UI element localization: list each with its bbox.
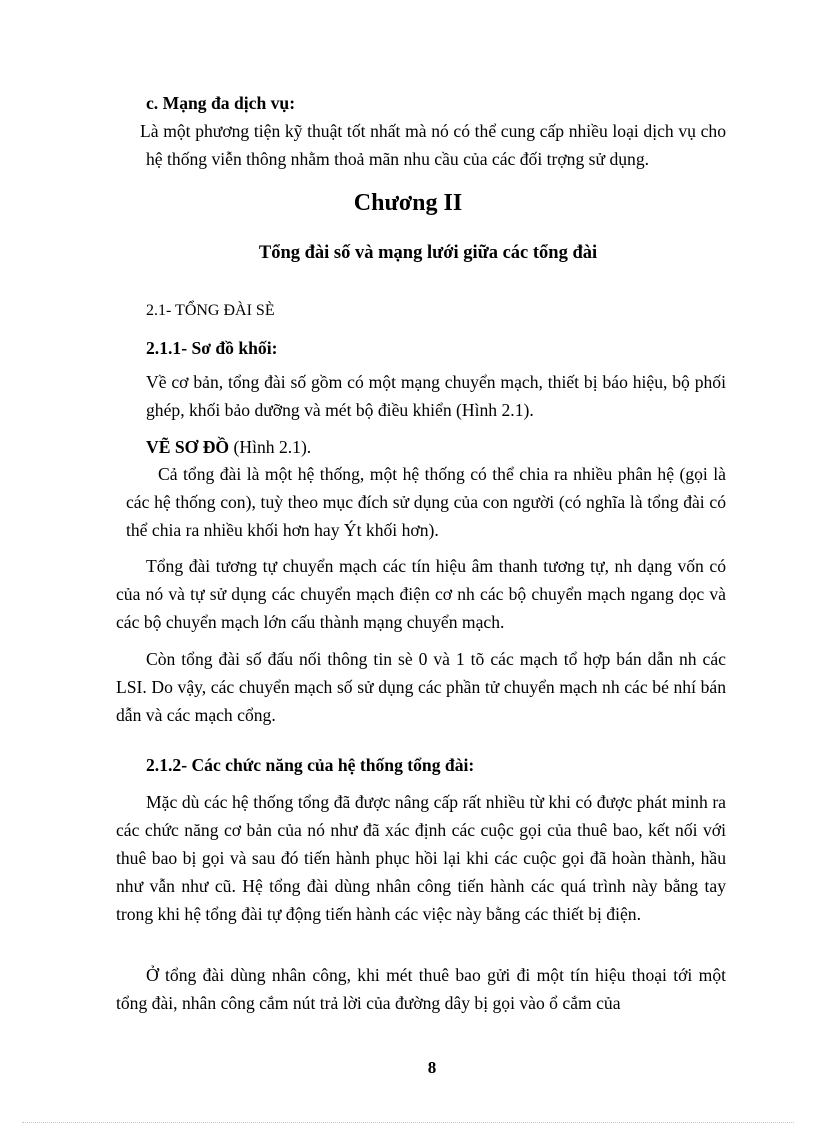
chapter-title: Chương II bbox=[353, 190, 463, 216]
draw-diagram-label: VẼ SƠ ĐỒ bbox=[146, 437, 230, 457]
section-2-1-1-heading: 2.1.1- Sơ đồ khối: bbox=[146, 338, 278, 358]
section-2-1-2-para2: Ở tổng đài dùng nhân công, khi mét thuê bao gửi đi một tín hiệu thoại tới một tổng đài, nhân công cắm nút trả lời của đường dây bị gọi vào ổ cắm của bbox=[116, 965, 726, 1013]
section-2-1-1-para1: Về cơ bản, tổng đài số gồm có một mạng chuyển mạch, thiết bị báo hiệu, bộ phối ghép, khối bảo dưỡng và mét bộ điều khiển (Hình 2.1). bbox=[146, 372, 726, 420]
section-2-1-1-para2: Cả tổng đài là một hệ thống, một hệ thống có thể chia ra nhiều phân hệ (gọi là các hệ thống con), tuỳ theo mục đích sử dụng của con người (có nghĩa là tổng đài có thể chia ra nhiều khối hơn hay Ýt khối hơn). bbox=[126, 464, 726, 540]
section-c-text: Là một phương tiện kỹ thuật tốt nhất mà nó có thể cung cấp nhiều loại dịch vụ cho hệ thống viễn thông nhằm thoả mãn nhu cầu của các đối trợng sử dụng. bbox=[140, 121, 726, 169]
section-c-heading: c. Mạng đa dịch vụ: bbox=[146, 93, 296, 113]
draw-diagram-line bbox=[146, 433, 726, 461]
section-2-1-1-para3: Tổng đài tương tự chuyển mạch các tín hiệu âm thanh tương tự, nh dạng vốn có của nó và tự sử dụng các chuyển mạch điện cơ nh các bộ chuyển mạch ngang dọc và các bộ chuyển mạch lớn cấu thành mạng chuyển mạch. bbox=[116, 556, 726, 632]
chapter-subtitle: Tổng đài số và mạng lưới giữa các tổng đài bbox=[258, 243, 598, 263]
section-2-1-heading: 2.1- TỔNG ĐÀI SÈ bbox=[146, 302, 275, 319]
section-2-1-2-heading: 2.1.2- Các chức năng của hệ thống tổng đài: bbox=[146, 755, 475, 775]
section-2-1-2-para1: Mặc dù các hệ thống tổng đã được nâng cấp rất nhiều từ khi có được phát minh ra các chức năng cơ bản của nó như đã xác định các cuộc gọi của thuê bao, kết nối với thuê bao bị gọi và sau đó tiến hành phục hồi lại khi các cuộc gọi đã hoàn thành, hầu như vẫn như cũ. Hệ tổng đài dùng nhân công tiến hành các quá trình này bằng tay trong khi hệ tổng đài tự động tiến hành các việc này bằng các thiết bị điện. bbox=[116, 792, 726, 924]
page-number: 8 bbox=[427, 1058, 437, 1077]
draw-diagram-ref: (Hình 2.1). bbox=[229, 437, 312, 457]
section-2-1-1-para4: Còn tổng đài số đấu nối thông tin sè 0 và 1 tõ các mạch tổ hợp bán dẫn nh các LSI. Do vậy, các chuyển mạch số sử dụng các phần tử chuyển mạch nh các bé nhí bán dẫn và các mạch cổng. bbox=[116, 649, 726, 725]
section-c-paragraph bbox=[140, 117, 726, 173]
